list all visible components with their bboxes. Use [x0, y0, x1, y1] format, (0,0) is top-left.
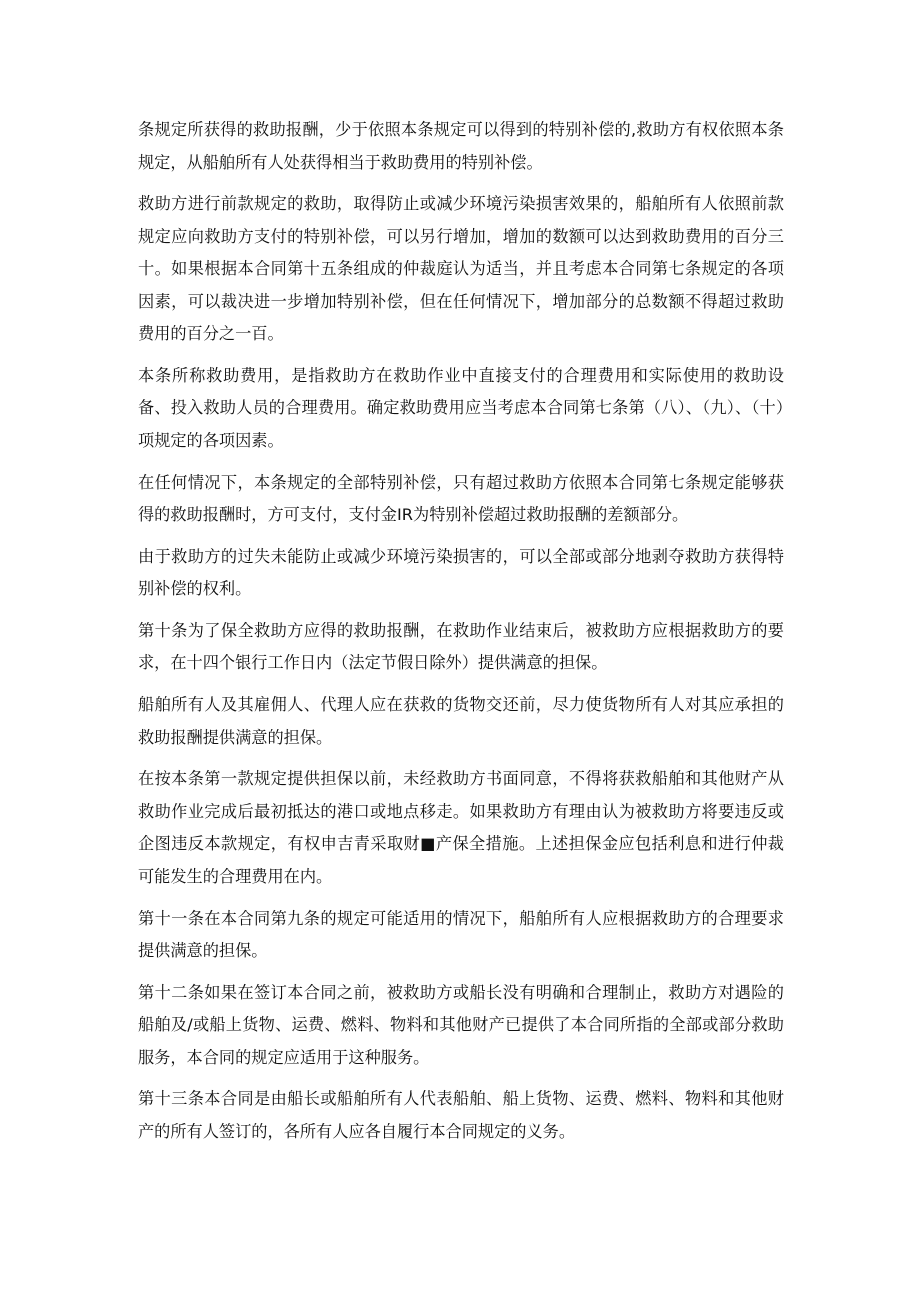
paragraph-1: 条规定所获得的救助报酬，少于依照本条规定可以得到的特别补偿的,救助方有权依照本条规定，从船舶所有人处获得相当于救助费用的特别补偿。 — [138, 120, 784, 172]
paragraph-4: 在任何情况下，本条规定的全部特别补偿，只有超过救助方依照本合同第七条规定能够获得的救助报酬时，方可支付，支付金IR为特别补偿超过救助报酬的差额部分。 — [138, 472, 784, 525]
paragraph-9: 第十一条在本合同第九条的规定可能适用的情况下，船舶所有人应根据救助方的合理要求提供满意的担保。 — [138, 908, 784, 960]
paragraph-6: 第十条为了保全救助方应得的救助报酬，在救助作业结束后，被救助方应根据救助方的要求，在十四个银行工作日内（法定节假日除外）提供满意的担保。 — [138, 620, 784, 673]
paragraph-3: 本条所称救助费用，是指救助方在救助作业中直接支付的合理费用和实际使用的救助设备、投入救助人员的合理费用。确定救助费用应当考虑本合同第七条第（八）、（九）、（十）项规定的各项因素。 — [138, 365, 784, 450]
paragraph-11: 第十三条本合同是由船长或船舶所有人代表船舶、船上货物、运费、燃料、物料和其他财产的所有人签订的，各所有人应各自履行本合同规定的义务。 — [138, 1089, 784, 1141]
paragraph-2: 救助方进行前款规定的救助，取得防止或减少环境污染损害效果的，船舶所有人依照前款规定应向救助方支付的特别补偿，可以另行增加，增加的数额可以达到救助费用的百分三十。如果根据本合同第十五条组成的仲裁庭认为适当，并且考虑本合同第七条规定的各项因素，可以裁决进一步增加特别补偿，但在任何情况下，增加部分的总数额不得超过救助费用的百分之一百。 — [138, 194, 784, 344]
paragraph-8: 在按本条第一款规定提供担保以前，未经救助方书面同意，不得将获救船舶和其他财产从救助作业完成后最初抵达的港口或地点移走。如果救助方有理由认为被救助方将要违反或企图违反本款规定，有权申吉青采取财■产保全措施。上述担保金应包括利息和进行仲裁可能发生的合理费用在内。 — [138, 769, 784, 886]
paragraph-7: 船舶所有人及其雇佣人、代理人应在获救的货物交还前，尽力使货物所有人对其应承担的救助报酬提供满意的担保。 — [138, 695, 784, 747]
paragraph-5: 由于救助方的过失未能防止或减少环境污染损害的，可以全部或部分地剥夺救助方获得特别补偿的权利。 — [138, 546, 784, 599]
paragraph-10: 第十二条如果在签订本合同之前，被救助方或船长没有明确和合理制止，救助方对遇险的船舶及/或船上货物、运费、燃料、物料和其他财产已提供了本合同所指的全部或部分救助服务，本合同的规定应适用于这种服务。 — [138, 982, 784, 1067]
